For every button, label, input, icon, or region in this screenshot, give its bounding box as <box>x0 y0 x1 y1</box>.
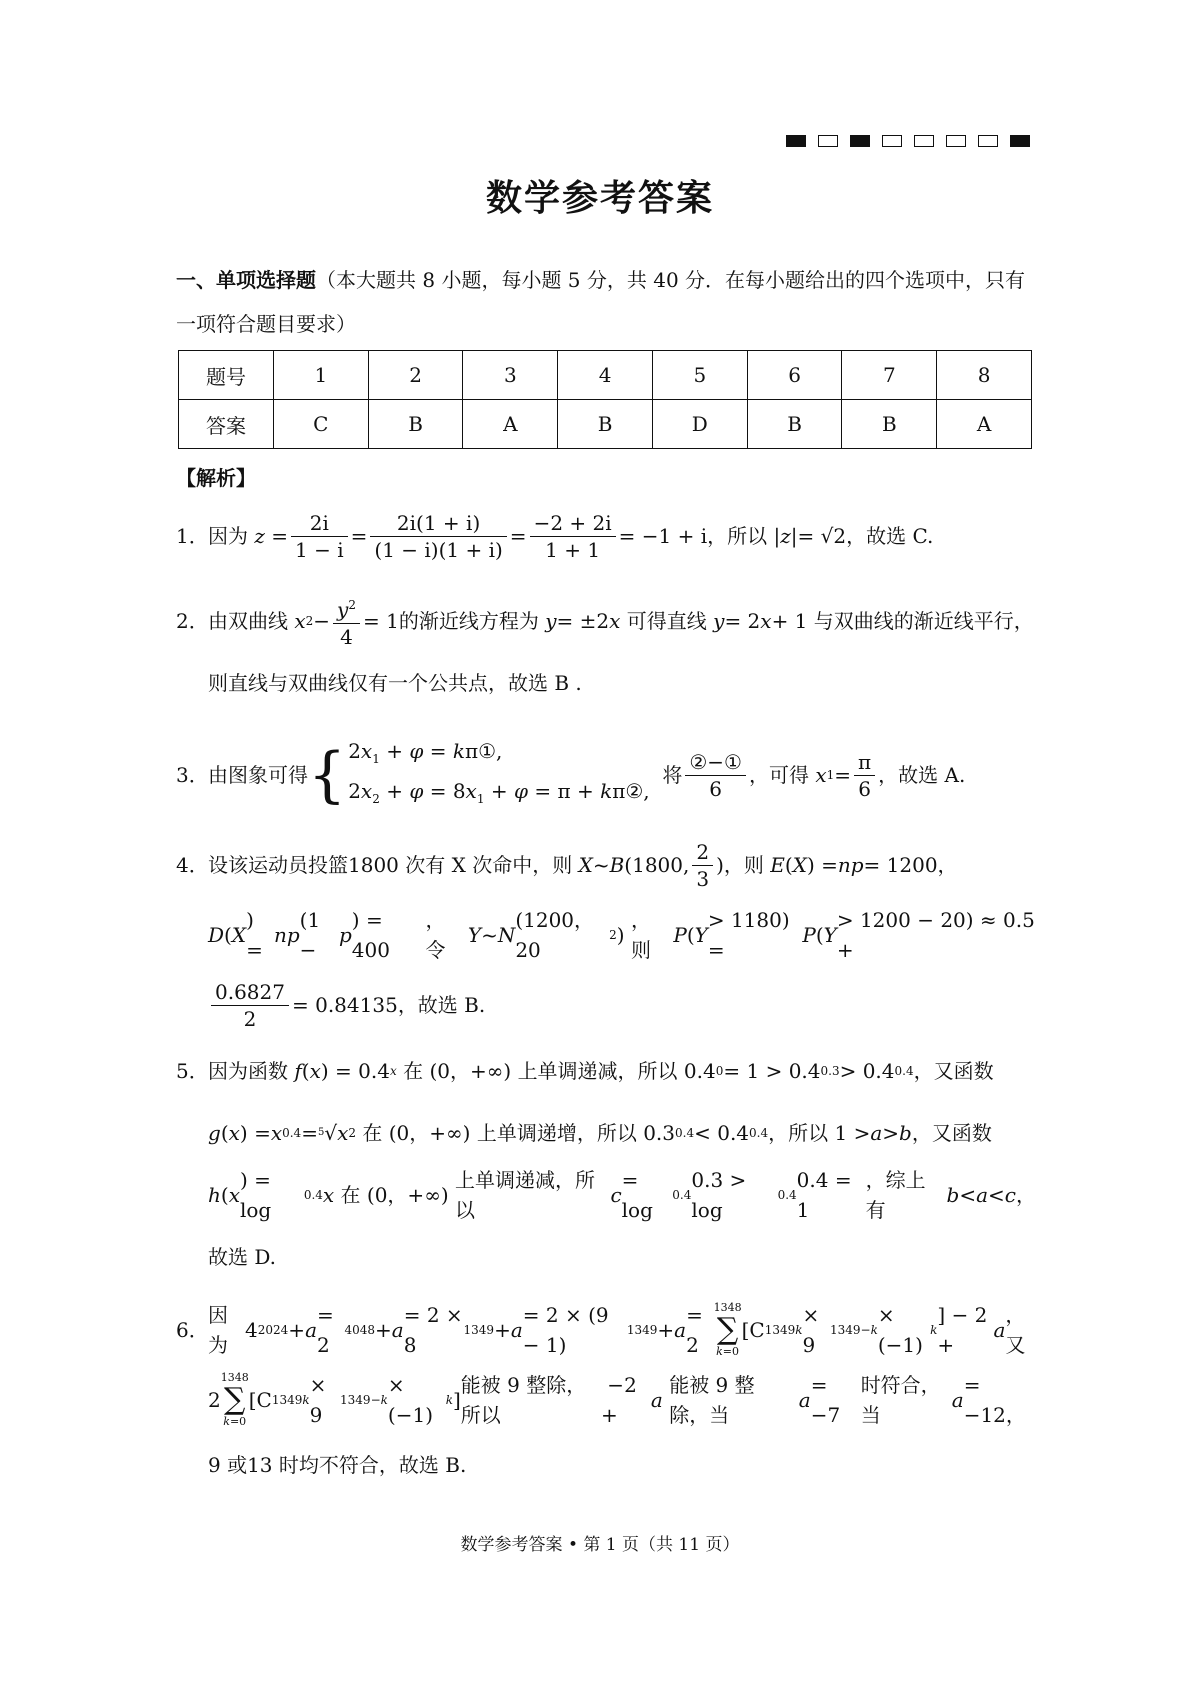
table-cell: C <box>273 400 368 449</box>
text: 因为函数 <box>208 1059 288 1083</box>
table-cell: 8 <box>937 351 1032 400</box>
question-number: 5． <box>176 1059 209 1083</box>
text: ，可得 <box>748 763 809 787</box>
text: 将 <box>662 763 683 787</box>
solution-6: 6． 因为 4 2024 + a = 2 4048 + a = 2 × 8 1349 + a = 2 × (9 − 1) 1349 + a = 2 1348 ∑ k=0 [C 1349 k × 9 1349−k × (−1) k ] − 2 + a ，又 2 1348 ∑ k=0 [C 1349 k × 9 1349−k × (−1) k ] 能被 9 整除，所以 −2 + a 能被 9 整除，当 a = −7 时符合，当 a = −12， 9 或13 时均不符合，故选 B. <box>176 1295 1036 1495</box>
table-cell: B <box>747 400 842 449</box>
table-header-cell: 答案 <box>179 400 274 449</box>
mark-box <box>850 135 870 147</box>
table-cell: 1 <box>273 351 368 400</box>
fraction: $\frac{\text{②−①}}{6}$ <box>685 749 746 802</box>
mark-box <box>786 135 806 147</box>
text: ，故选 B. <box>397 993 486 1017</box>
section-description: （本大题共 8 小题，每小题 5 分，共 40 分．在每小题给出的四个选项中，只有一项符合题目要求） <box>176 268 1026 336</box>
table-cell: B <box>368 400 463 449</box>
mark-box <box>818 135 838 147</box>
question-number: 6． <box>176 1318 209 1342</box>
table-cell: B <box>558 400 653 449</box>
text: 与双曲线的渐近线平行， <box>813 609 1034 633</box>
question-number: 3． <box>176 763 209 787</box>
text: 上单调递减，所以 <box>455 1168 596 1222</box>
solution-4: 4． 设该运动员投篮1800 次有 X 次命中，则 X ~ B (1800, $\frac{2}{3}$ ) ，则 E ( X ) = np = 1200， D ( X ) = np (1 − p ) = 400 ，令 Y ~ N (1200，20 2 ) ，则 P ( Y > 1180) = P ( Y > 1200 − 20) ≈ 0.5 + $\frac{0.6827}{2}$ = 0.84135 ，故选 B. <box>176 839 1035 1031</box>
text: 则直线与双曲线仅有一个公共点，故选 B . <box>208 671 582 695</box>
text: ，则 <box>630 908 651 962</box>
text: 的渐近线方程为 <box>398 609 539 633</box>
summation: 1348 ∑ k=0 <box>220 1371 249 1428</box>
mark-box <box>882 135 902 147</box>
table-cell: D <box>652 400 747 449</box>
text: 因为 <box>208 1303 228 1357</box>
table-cell: A <box>463 400 558 449</box>
text: ，故选 A. <box>878 763 966 787</box>
analysis-label: 【解析】 <box>176 466 256 490</box>
table-header-cell: 题号 <box>179 351 274 400</box>
question-number: 1． <box>176 524 209 548</box>
answer-table <box>178 350 1032 449</box>
summation: 1348 ∑ k=0 <box>713 1301 742 1358</box>
brace: { <box>308 740 347 810</box>
text: ，令 <box>425 908 446 962</box>
fraction: $\frac{2}{3}$ <box>692 839 713 892</box>
section-title: 一、单项选择题 <box>176 268 316 292</box>
equation-system: $2x_1 + \varphi$ = kπ①, $2x_2 + \varphi = 8x_1 + \varphi = \pi$ + kπ②, <box>348 739 650 806</box>
text: 9 或13 时均不符合，故选 B. <box>208 1453 467 1477</box>
text: ，又 <box>1005 1303 1026 1357</box>
solution-2: 2． 由双曲线 x 2 − $\frac{y^2}{4}$ = 1 的渐近线方程为 y = ±2 x 可得直线 y = 2 x + 1 与双曲线的渐近线平行， 则直线与双曲线仅有一个公共点，故选 B . <box>176 590 1036 714</box>
table-cell: 6 <box>747 351 842 400</box>
text: 因为 <box>208 524 248 548</box>
text: 可得直线 <box>626 609 707 633</box>
text: 上单调递减，所以 <box>517 1059 678 1083</box>
text: 由双曲线 <box>208 609 288 633</box>
text: 设该运动员投篮1800 次有 X 次命中，则 <box>208 853 573 877</box>
text: ，则 <box>723 853 764 877</box>
fraction: $\frac{2i(1 + i)}{(1 - i)(1 + i)}$ <box>370 510 506 563</box>
text: 能被 9 整除，当 <box>669 1373 755 1427</box>
question-number: 4． <box>176 853 209 877</box>
table-cell: 2 <box>368 351 463 400</box>
text: ，又函数 <box>911 1121 992 1145</box>
mark-box <box>946 135 966 147</box>
table-cell: 7 <box>842 351 937 400</box>
text: ，所以 <box>768 1121 829 1145</box>
table-cell: B <box>842 400 937 449</box>
text: 能被 9 整除，所以 <box>460 1373 587 1427</box>
text: 上单调递增，所以 <box>476 1121 637 1145</box>
table-row <box>179 400 1032 449</box>
text: ，综上有 <box>865 1168 926 1222</box>
text: 在 <box>340 1183 361 1207</box>
question-number: 2． <box>176 609 209 633</box>
text: 时符合，当 <box>860 1373 941 1427</box>
fraction: $\frac{-2 + 2i}{1 + 1}$ <box>530 510 616 563</box>
mark-box <box>1010 135 1030 147</box>
mark-box <box>978 135 998 147</box>
section-heading <box>176 258 1036 346</box>
text: 由图象可得 <box>208 763 308 787</box>
header-marks <box>786 135 1030 147</box>
text: 在 <box>362 1121 383 1145</box>
text: ，所以 <box>707 524 768 548</box>
solution-3: 3． 由图象可得 { $2x_1 + \varphi$ = kπ①, $2x_2 + \varphi = 8x_1 + \varphi = \pi$ + kπ②, 将 $\frac{\text{②−①}}{6}$ ，可得 x 1 = $\frac{\pi}{6}$ ，故选 A. <box>176 735 1036 815</box>
fraction: $\frac{\pi}{6}$ <box>854 749 875 802</box>
page-title: 数学参考答案 <box>485 178 714 219</box>
text: 故选 D. <box>208 1245 277 1269</box>
fraction: $\frac{y^2}{4}$ <box>333 592 360 650</box>
solution-5: 5． 因为函数 f ( x ) = 0.4 x 在 (0，+∞) 上单调递减，所以 0.4 0 = 1 > 0.4 0.3 > 0.4 0.4 ，又函数 g ( x ) = x 0.4 = 5 √ x 2 在 (0，+∞) 上单调递增，所以 0.3 0.4 < 0.4 0.4 ，所以 1 > a > b ，又函数 h ( x ) = log 0.4 x 在 (0，+∞) 上单调递减，所以 c = log 0.4 0.3 > log 0.4 0.4 = 1 ，综上有 b < a < c ， 故选 D. <box>176 1040 1036 1288</box>
text: ，又函数 <box>913 1059 994 1083</box>
fraction: $\frac{0.6827}{2}$ <box>211 979 289 1032</box>
mark-box <box>914 135 934 147</box>
text: 在 <box>403 1059 424 1083</box>
table-cell: 4 <box>558 351 653 400</box>
text: ，故选 C. <box>846 524 934 548</box>
table-cell: 5 <box>652 351 747 400</box>
fraction: $\frac{2i}{1 - i}$ <box>291 510 348 563</box>
table-cell: 3 <box>463 351 558 400</box>
page-footer: 数学参考答案 • 第 1 页（共 11 页） <box>460 1535 740 1555</box>
table-row <box>179 351 1032 400</box>
solution-1: 1． 因为 z = $\frac{2i}{1 - i}$ = $\frac{2i(1 + i)}{(1 - i)(1 + i)}$ = $\frac{-2 + 2i}{1 + 1}$ = −1 + i ，所以 | z |= √2 ，故选 C. <box>176 510 934 562</box>
table-cell: A <box>937 400 1032 449</box>
